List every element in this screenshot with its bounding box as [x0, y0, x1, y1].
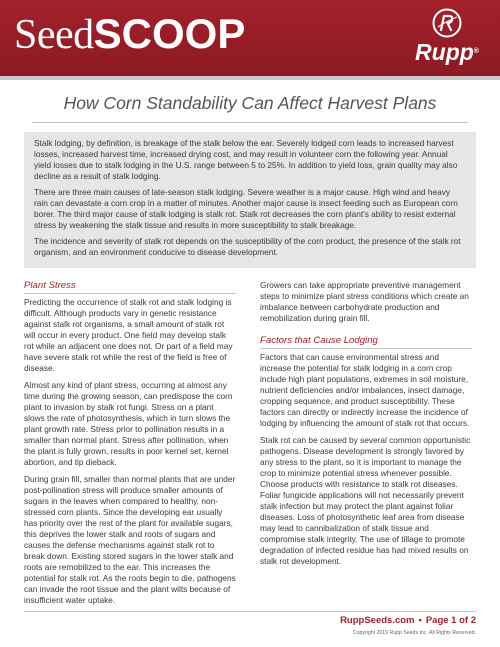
rupp-r-swoosh-icon — [432, 8, 462, 38]
body-paragraph: During grain fill, smaller than normal plants that are under post-pollination stress will produce smaller amounts of sugars in the leaves when compared to healthy, non-stressed corn plants. Since the developing ear usually has priority over the rest of the plant for available sugars, this deprives the lower stalk and roots of sugars and causes the defense mechanisms against stalk rot to break down. Existing stored sugars in the lower stalk and roots are remobilized to the ear. This increases the potential for stalk rot. As the roots begin to die, pathogens can invade the root tissue and the plant wilts because of insufficient water uptake. — [24, 474, 236, 605]
header-banner — [0, 0, 500, 76]
section-divider — [260, 348, 472, 349]
body-paragraph: Stalk rot can be caused by several common opportunistic pathogens. Disease development is strongly favored by any stress to the plant, so it is important to manage the crop to minimize potential stress whenever possible. Choose products with resistance to stalk rot diseases. Foliar fungicide applications will not necessarily prevent stalk infection but may protect the plant against foliar diseases. Loss of photosynthetic leaf area from disease may lead to cannibalization of stalk tissue and compromise stalk integrity. The use of tillage to promote degradation of infected residue has had mixed results on stalk rot development. — [260, 435, 471, 566]
body-paragraph: Growers can take appropriate preventive management steps to minimize plant stress conditions which create an imbalance between carbohydrate production and remobilization during grain fill. — [260, 280, 469, 323]
rupp-logo-text: Rupp® — [415, 39, 479, 65]
section-heading-factors-lodging: Factors that Cause Lodging — [260, 335, 378, 346]
footer-divider — [24, 611, 476, 612]
brand-scoop: SCOOP — [93, 10, 246, 57]
header-stripe — [0, 76, 500, 80]
page-number: Page 1 of 2 — [425, 615, 476, 626]
body-paragraph: Predicting the occurrence of stalk rot and stalk lodging is difficult. Although products vary in genetic resistance against stalk rot organisms, a small amount of stalk rot will occur in every product. One field may develop stalk rot while an adjacent one does not. Or part of a field may have severe stalk rot while the rest of the field is free of disease. — [24, 297, 233, 373]
page-title: How Corn Standability Can Affect Harvest Plans — [63, 93, 437, 113]
seedscoop-wordmark — [14, 10, 245, 59]
intro-box — [24, 132, 476, 268]
copyright-notice: Copyright 2019 Rupp Seeds Inc. All Rights Reserved. — [352, 630, 476, 636]
title-divider — [32, 122, 468, 123]
brand-seed: Seed — [14, 12, 94, 58]
website-link[interactable]: RuppSeeds.com — [340, 615, 415, 626]
intro-paragraph: There are three main causes of late-season stalk lodging. Severe weather is a major cause. High wind and heavy rain can devastate a corn crop in a matter of minutes. Another major cause is insect feeding such as European corn borer. The third major cause of stalk lodging is stalk rot. Stalk rot decreases the corn plant's ability to resist external stress by weakening the stalk tissue and results in more susceptibility to stalk breakage. — [34, 187, 458, 230]
section-divider — [24, 293, 236, 294]
registered-mark: ® — [473, 48, 479, 55]
rupp-logo — [410, 8, 484, 70]
footer-separator: • — [418, 615, 422, 626]
intro-paragraph: The incidence and severity of stalk rot depends on the susceptibility of the corn product, the presence of the stalk rot organism, and an environment conducive to disease development. — [34, 236, 461, 257]
left-column — [24, 280, 236, 612]
section-heading-plant-stress: Plant Stress — [24, 280, 76, 291]
body-paragraph: Almost any kind of plant stress, occurring at almost any time during the growing season, can predispose the corn plant to invasion by stalk rot fungi. Stress on a plant slows the rate of photosynthesis, which in turn slows the plant growth rate. Stress prior to pollination results in a smaller than normal plant. Stress after pollination, when the plant is fully grown, results in poor kernel set, kernel abortion, and tip dieback. — [24, 380, 233, 467]
right-column — [260, 280, 472, 573]
footer — [340, 615, 476, 626]
body-paragraph: Factors that can cause environmental stress and increase the potential for stalk lodging in a corn crop include high plant populations, extremes in soil moisture, nutrient deficiencies and/or imbalances, insect damage, cropping sequence, and product susceptibility. These factors can directly or indirectly increase the incidence of lodging by influencing the amount of stalk rot that occurs. — [260, 352, 470, 428]
intro-paragraph: Stalk lodging, by definition, is breakage of the stalk below the ear. Severely lodged corn leads to increased harvest losses, increased harvest time, increased drying cost, and may result in volunteer corn the following year. Annual yield losses due to stalk lodging in the U.S. range between 5 to 25%. In addition to yield loss, grain quality may also decline as a result of stalk lodging. — [34, 138, 458, 181]
